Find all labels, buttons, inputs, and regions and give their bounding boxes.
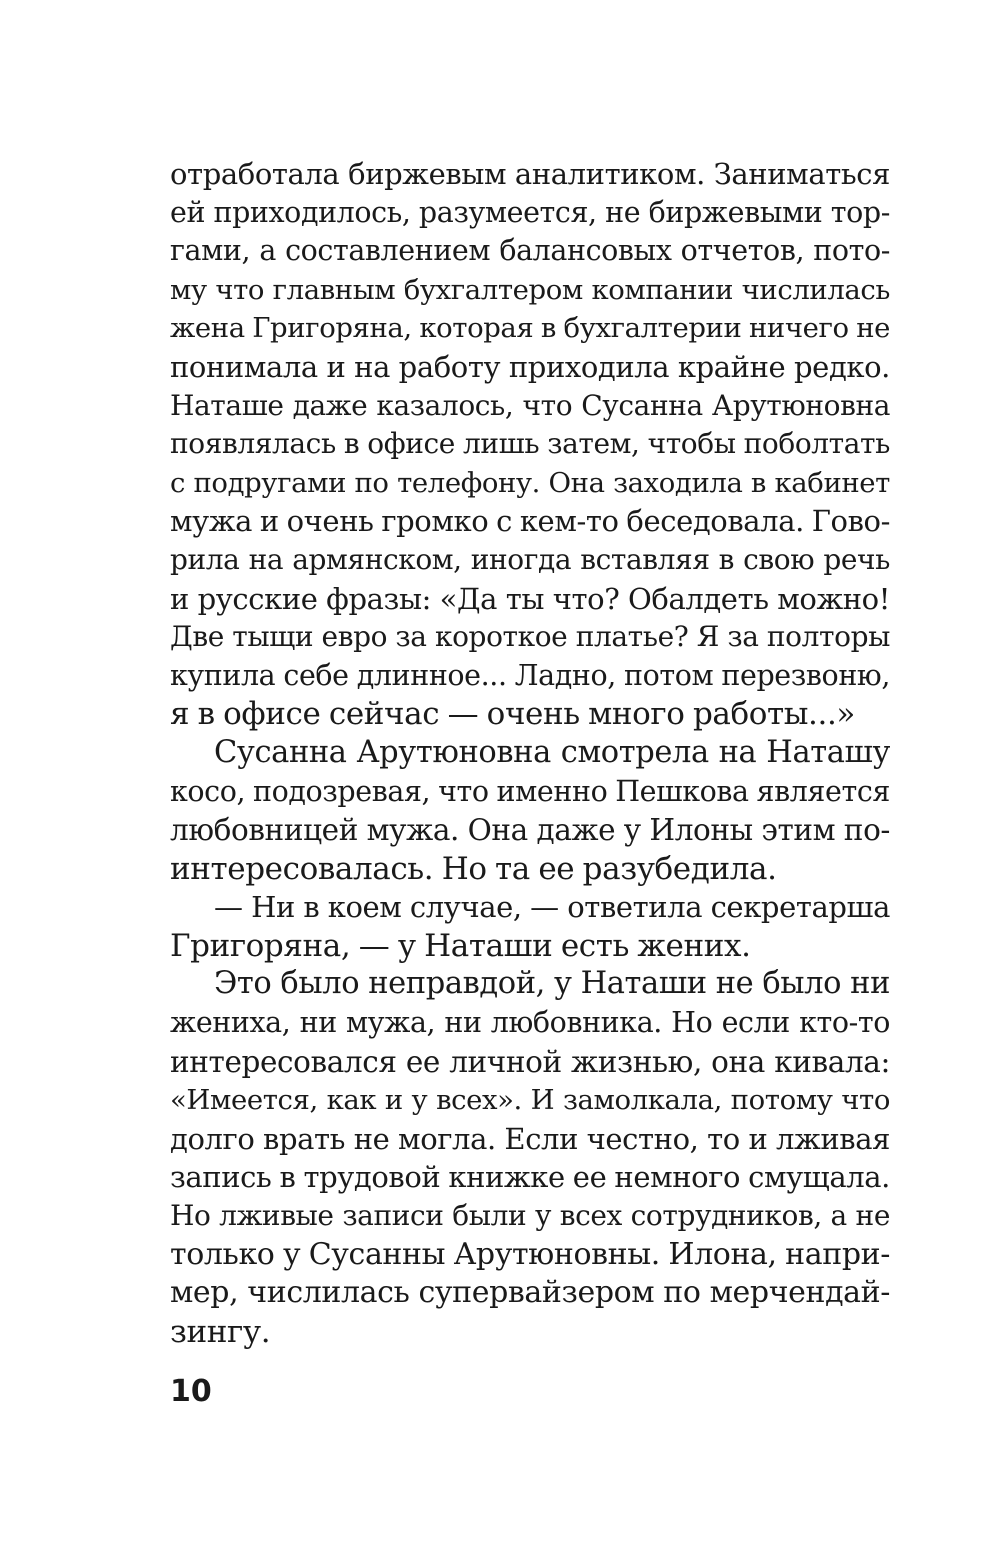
text-line: мужа и очень громко с кем-то беседовала. Гово- bbox=[170, 504, 890, 539]
text-line: гами, а составлением балансовых отчетов, пото- bbox=[170, 234, 890, 268]
text-line: понимала и на работу приходила крайне редко. bbox=[170, 349, 890, 384]
text-line: и русские фразы: «Да ты что? Обалдеть можно! bbox=[170, 581, 890, 616]
text-line: интересовалась. Но та ее разубедила. bbox=[170, 850, 777, 887]
text-line: му что главным бухгалтером компании числилась bbox=[170, 273, 890, 306]
text-line: только у Сусанны Арутюновны. Илона, напри- bbox=[170, 1236, 890, 1272]
text-line: Две тыщи евро за короткое платье? Я за полторы bbox=[170, 620, 890, 654]
text-line: купила себе длинное... Ладно, потом перезвоню, bbox=[170, 658, 890, 692]
text-line: Наташе даже казалось, что Сусанна Арутюновна bbox=[170, 388, 890, 422]
text-line: мер, числилась супервайзером по мерчендай- bbox=[170, 1275, 890, 1311]
text-line: Но лживые записи были у всех сотрудников, а не bbox=[170, 1199, 890, 1233]
text-line: отработала биржевым аналитиком. Заниматься bbox=[170, 157, 890, 191]
text-line: Это было неправдой, у Наташи не было ни bbox=[214, 966, 890, 1002]
body-text bbox=[170, 155, 890, 1351]
text-line: долго врать не могла. Если честно, то и лживая bbox=[170, 1121, 890, 1156]
page-number: 10 bbox=[170, 1374, 212, 1409]
text-line: косо, подозревая, что именно Пешкова является bbox=[170, 774, 890, 808]
text-line: интересовался ее личной жизнью, она кивала: bbox=[170, 1044, 890, 1079]
text-line: зингу. bbox=[170, 1313, 271, 1350]
text-line: появлялась в офисе лишь затем, чтобы поболтать bbox=[170, 427, 890, 461]
text-line: любовницей мужа. Она даже у Илоны этим по- bbox=[170, 813, 890, 848]
text-line: жена Григоряна, которая в бухгалтерии ничего не bbox=[170, 312, 890, 345]
text-line: я в офисе сейчас — очень много работы...» bbox=[170, 696, 855, 733]
text-line: рила на армянском, иногда вставляя в свою речь bbox=[170, 542, 890, 576]
text-line: ей приходилось, разумеется, не биржевыми тор- bbox=[170, 195, 890, 229]
text-line: «Имеется, как и у всех». И замолкала, потому что bbox=[170, 1084, 890, 1117]
text-line: с подругами по телефону. Она заходила в кабинет bbox=[170, 466, 890, 499]
text-line: Григоряна, — у Наташи есть жених. bbox=[170, 927, 751, 964]
text-line: запись в трудовой книжке ее немного смущала. bbox=[170, 1160, 890, 1195]
text-line: Сусанна Арутюновна смотрела на Наташу bbox=[214, 734, 890, 770]
text-line: — Ни в коем случае, — ответила секретарша bbox=[214, 890, 890, 925]
text-line: жениха, ни мужа, ни любовника. Но если кто-то bbox=[170, 1006, 890, 1040]
